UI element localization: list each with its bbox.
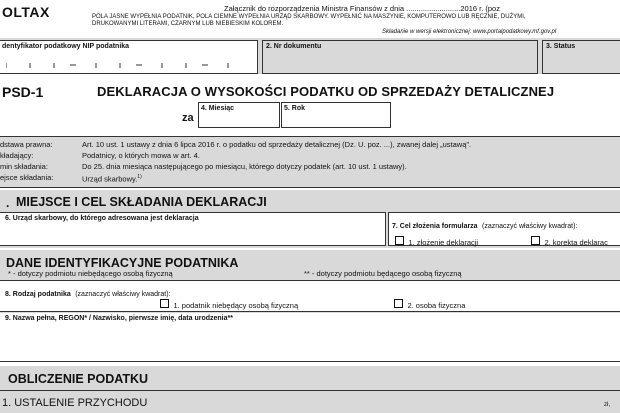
attachment-note: Załącznik do rozporządzenia Ministra Finansów z dnia ..........................2016 r. (poz bbox=[224, 4, 500, 13]
form-header bbox=[0, 0, 620, 36]
taxpayer-type-field bbox=[0, 280, 620, 312]
info-block bbox=[0, 136, 620, 188]
section-b-title: DANE IDENTYFIKACYJNE PODATNIKA bbox=[6, 256, 239, 270]
taxpayer-name-label: 9. Nazwa pełna, REGON* / Nazwisko, pierwsze imię, data urodzenia** bbox=[5, 315, 233, 322]
tax-office-label: 6. Urząd skarbowy, do którego adresowana jest deklaracja bbox=[5, 215, 199, 222]
section-a-letter: . bbox=[6, 196, 10, 210]
status-label: 3. Status bbox=[546, 43, 576, 50]
nip-label: dentyfikator podatkowy NIP podatnika bbox=[2, 43, 130, 50]
taxpayer-type-label: 8. Rodzaj podatnika bbox=[5, 291, 71, 298]
doc-number-field[interactable] bbox=[262, 40, 538, 74]
id-row bbox=[0, 38, 620, 74]
info-value-4-text: Urząd skarbowy. bbox=[82, 174, 138, 184]
section-b bbox=[0, 250, 620, 362]
option-legal-entity-label: 1. podatnik niebędący osobą fizyczną bbox=[173, 301, 299, 310]
electronic-note: Składanie w wersji elektronicznej: www.portalpodatkowy.mf.gov.pl bbox=[382, 29, 557, 35]
section-c-title: OBLICZENIE PODATKU bbox=[8, 372, 149, 386]
nip-field[interactable] bbox=[0, 40, 258, 74]
nip-dash-boxes bbox=[6, 63, 246, 69]
section-c bbox=[0, 366, 620, 413]
income-subsection-title: 1. USTALENIE PRZYCHODU bbox=[2, 397, 148, 409]
note-legal-entity: * - dotyczy podmiotu niebędącego osobą fizyczną bbox=[8, 269, 173, 278]
taxpayer-name-field[interactable] bbox=[0, 313, 620, 362]
logo-text: OLTAX bbox=[2, 4, 50, 20]
za-label: za bbox=[182, 112, 194, 124]
status-field[interactable] bbox=[542, 40, 620, 74]
footnote-marker: 1) bbox=[137, 174, 142, 180]
info-label-2: kładający: bbox=[0, 151, 34, 160]
instructions-line-2: DRUKOWANYMI LITERAMI, CZARNYM LUB NIEBIESKIM KOLOREM. bbox=[92, 21, 284, 27]
section-a bbox=[0, 190, 620, 248]
year-label: 5. Rok bbox=[284, 105, 306, 112]
purpose-option-1[interactable] bbox=[395, 232, 478, 250]
taxpayer-type-label-row bbox=[0, 281, 620, 303]
purpose-field bbox=[388, 212, 620, 246]
doc-number-label: 2. Nr dokumentu bbox=[266, 43, 322, 50]
title-block bbox=[0, 78, 620, 132]
form-heading: DEKLARACJA O WYSOKOŚCI PODATKU OD SPRZEDAŻY DETALICZNEJ bbox=[97, 84, 555, 99]
section-c-divider bbox=[0, 390, 620, 391]
info-label-3: min składania: bbox=[0, 162, 48, 171]
option-correction-label: 2. korekta deklarac bbox=[544, 238, 608, 247]
option-submit-label: 1. złożenie deklaracji bbox=[408, 238, 479, 247]
taxpayer-type-option-2[interactable] bbox=[394, 295, 465, 313]
checkbox-natural-person[interactable] bbox=[394, 299, 403, 308]
currency-unit: zł, bbox=[604, 402, 610, 408]
option-natural-person-label: 2. osoba fizyczna bbox=[407, 301, 466, 310]
section-a-title: MIEJSCE I CEL SKŁADANIA DEKLARACJI bbox=[16, 195, 267, 209]
checkbox-correction[interactable] bbox=[531, 236, 540, 245]
purpose-option-2[interactable] bbox=[531, 232, 608, 250]
purpose-hint: (zaznaczyć właściwy kwadrat): bbox=[482, 223, 578, 230]
note-natural-person: ** - dotyczy podmiotu będącego osobą fizyczną bbox=[304, 269, 462, 278]
checkbox-legal-entity[interactable] bbox=[160, 299, 169, 308]
info-value-1: Art. 10 ust. 1 ustawy z dnia 6 lipca 2016 r. o podatku od sprzedaży detalicznej (Dz. U. poz. ...), zwanej dalej „ustawą”. bbox=[82, 140, 471, 149]
year-field[interactable] bbox=[281, 102, 391, 128]
month-label: 4. Miesiąc bbox=[201, 105, 235, 112]
info-label-1: dstawa prawna: bbox=[0, 140, 53, 149]
instructions-line-1: POLA JASNE WYPEŁNIA PODATNIK, POLA CIEMNE WYPEŁNIA URZĄD SKARBOWY. WYPEŁNIĆ NA MASZYNIE, KOMPUTEROWO LUB RĘCZNIE, DUŻYMI, bbox=[92, 14, 526, 20]
info-value-4 bbox=[82, 173, 142, 184]
month-field[interactable] bbox=[198, 102, 280, 128]
taxpayer-type-hint: (zaznaczyć właściwy kwadrat): bbox=[75, 291, 171, 298]
info-label-4: ejsce składania: bbox=[0, 173, 54, 182]
checkbox-submit[interactable] bbox=[395, 236, 404, 245]
tax-office-field[interactable] bbox=[0, 212, 386, 246]
info-value-2: Podatnicy, o których mowa w art. 4. bbox=[82, 151, 200, 160]
info-value-3: Do 25. dnia miesiąca następującego po miesiącu, którego dotyczy podatek (art. 10 ust. 1 ustawy). bbox=[82, 162, 407, 171]
purpose-label: 7. Cel złożenia formularza bbox=[392, 223, 478, 230]
taxpayer-type-option-1[interactable] bbox=[160, 295, 298, 313]
form-code: PSD-1 bbox=[2, 84, 44, 100]
